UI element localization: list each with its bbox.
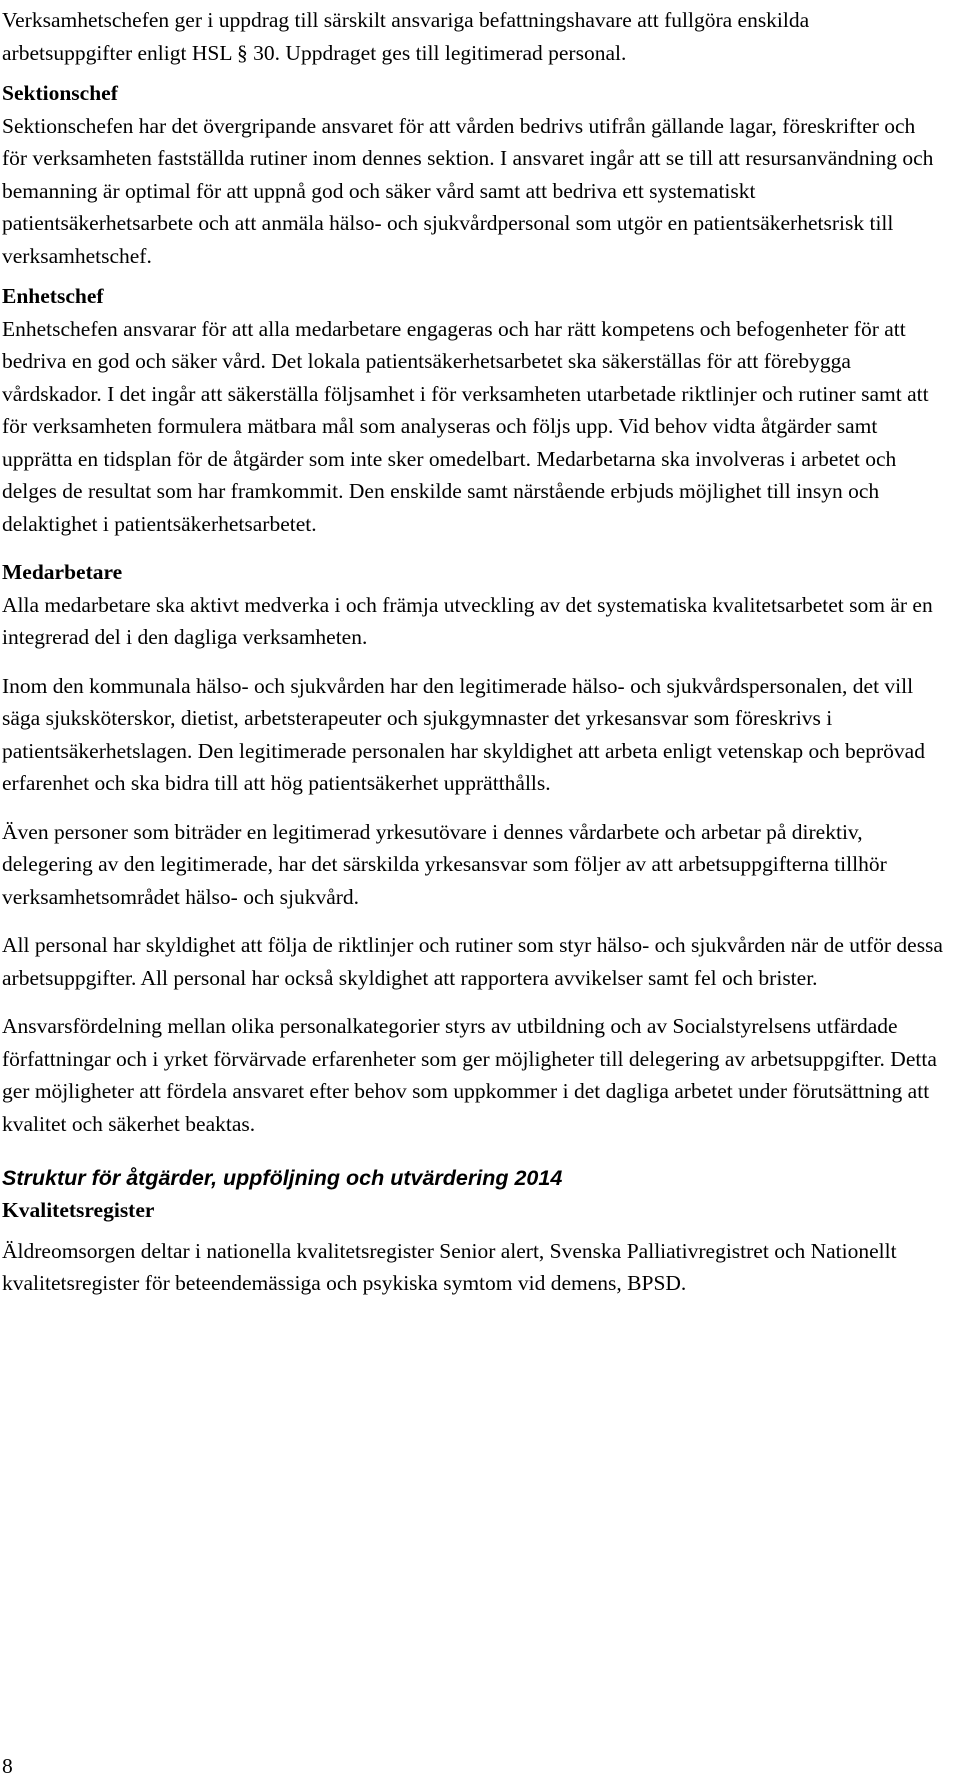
medarbetare-paragraph: Ansvarsfördelning mellan olika personalkategorier styrs av utbildning och av Socialstyrelsens utfärdade författningar och i yrket förvärvade erfarenheter som ger möjligheter till delegering av arbetsuppgifter. Detta ger möjligheter att fördela ansvaret efter behov som uppkommer i det dagliga arbetet under förutsättning att kvalitet och säkerhet beaktas.: [2, 1014, 937, 1136]
section-body-sektionschef: Sektionschefen har det övergripande ansvaret för att vården bedrivs utifrån gällande lagar, föreskrifter och för verksamheten fastställda rutiner inom dennes sektion. I ansvaret ingår att se till att resursanvändning och bemanning är optimal för att uppnå god och säker vård samt att bedriva ett systematiskt patientsäkerhetsarbete och att anmäla hälso- och sjukvårdpersonal som utgör en patientsäkerhetsrisk till verksamhetschef.: [2, 113, 934, 268]
page-number: 8: [2, 1754, 13, 1778]
medarbetare-paragraph: Även personer som biträder en legitimerad yrkesutövare i dennes vårdarbete och arbetar på direktiv, delegering av den legitimerade, har det särskilda yrkesansvar som följer av att arbetsuppgifterna tillhör verksamhetsområdet hälso- och sjukvård.: [2, 819, 887, 909]
document-body: [2, 4, 944, 1300]
medarbetare-paragraph: All personal har skyldighet att följa de riktlinjer och rutiner som styr hälso- och sjukvården när de utför dessa arbetsuppgifter. All personal har också skyldighet att rapportera avvikelser samt fel och brister.: [2, 933, 943, 990]
intro-paragraph: Verksamhetschefen ger i uppdrag till särskilt ansvariga befattningshavare att fullgöra enskilda arbetsuppgifter enligt HSL § 30. Uppdraget ges till legitimerad personal.: [2, 8, 810, 65]
section-body-enhetschef: Enhetschefen ansvarar för att alla medarbetare engageras och har rätt kompetens och befogenheter för att bedriva en god och säker vård. Det lokala patientsäkerhetsarbetet ska säkerställas för att förebygga vårdskador. I det ingår att säkerställa följsamhet i för verksamheten utarbetade riktlinjer och rutiner samt att för verksamheten formulera mätbara mål som analyseras och följs upp. Vid behov vidta åtgärder samt upprätta en tidsplan för de åtgärder som inte sker omedelbart. Medarbetarna ska involveras i arbetet och delges de resultat som har framkommit. Den enskilde samt närstående erbjuds möjlighet till insyn och delaktighet i patientsäkerhetsarbetet.: [2, 316, 929, 536]
medarbetare-paragraph: Inom den kommunala hälso- och sjukvården har den legitimerade hälso- och sjukvårdspersonalen, det vill säga sjuksköterskor, dietist, arbetsterapeuter och sjukgymnaster det yrkesansvar som föreskrivs i patientsäkerhetslagen. Den legitimerade personalen har skyldighet att arbeta enligt vetenskap och beprövad erfarenhet och ska bidra till att hög patientsäkerhet upprätthålls.: [2, 673, 925, 795]
section-kvalitetsregister: [2, 1194, 944, 1300]
section-heading-sektionschef: Sektionschef: [2, 81, 118, 105]
section-heading-medarbetare: Medarbetare: [2, 560, 123, 584]
section-heading-enhetschef: Enhetschef: [2, 284, 104, 308]
section-body-kvalitetsregister: Äldreomsorgen deltar i nationella kvalitetsregister Senior alert, Svenska Palliativregistret och Nationellt kvalitetsregister för beteendemässiga och psykiska symtom vid demens, BPSD.: [2, 1238, 897, 1295]
struktur-heading: Struktur för åtgärder, uppföljning och utvärdering 2014: [2, 1166, 563, 1190]
section-medarbetare: [2, 556, 944, 1140]
medarbetare-paragraph: Alla medarbetare ska aktivt medverka i och främja utveckling av det systematiska kvalitetsarbetet som är en integrerad del i den dagliga verksamheten.: [2, 592, 933, 649]
section-heading-kvalitetsregister: Kvalitetsregister: [2, 1198, 155, 1222]
section-enhetschef: [2, 280, 944, 540]
section-sektionschef: [2, 77, 944, 272]
